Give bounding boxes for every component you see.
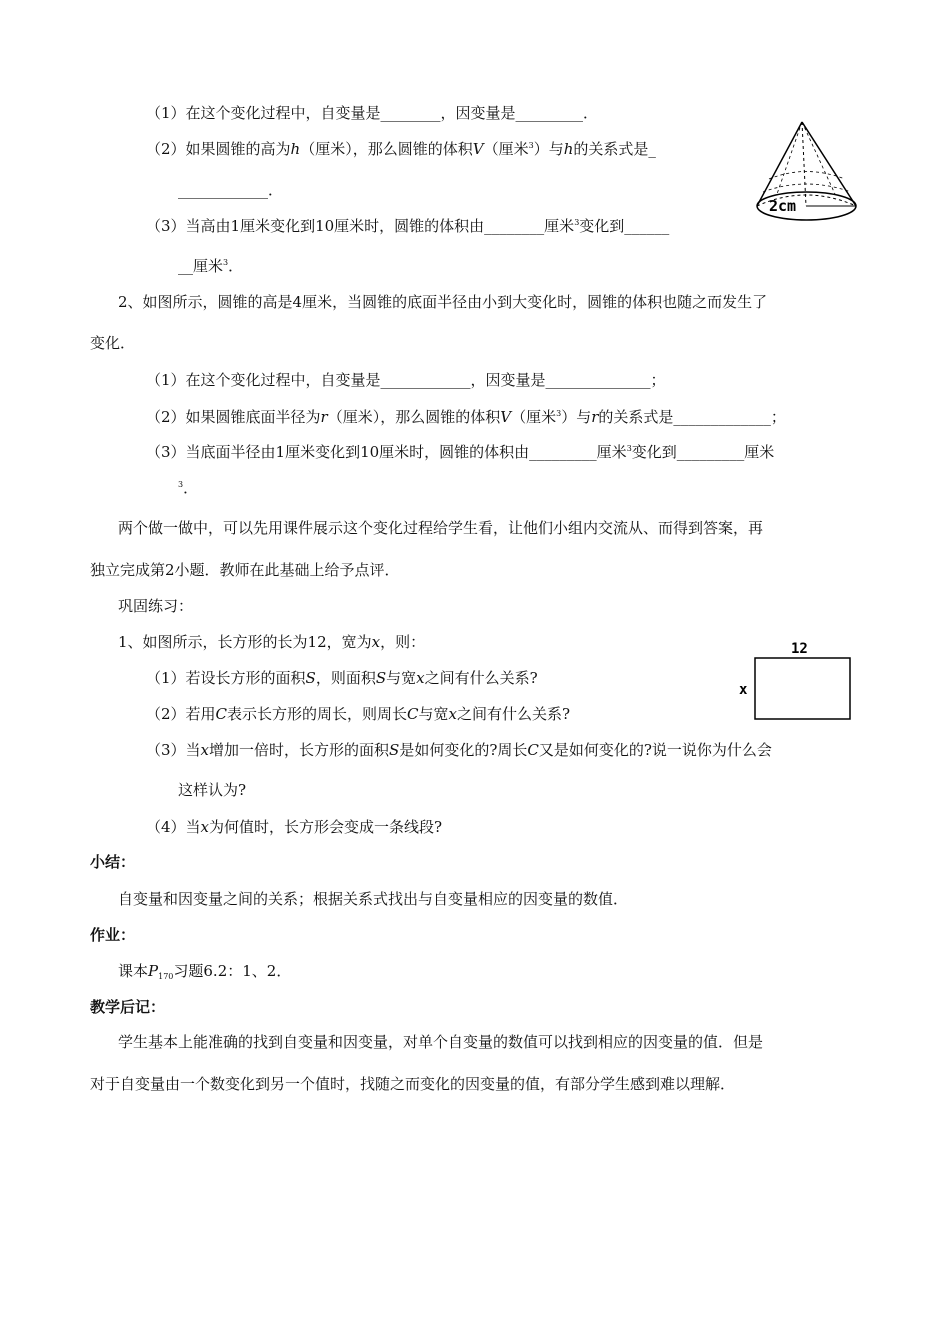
teaching-note-line-1: 两个做一做中，可以先用课件展示这个变化过程给学生看，让他们小组内交流从、而得到答案，再 (118, 519, 764, 537)
q2-intro-line-1: 2、如图所示，圆锥的高是4厘米，当圆锥的底面半径由小到大变化时，圆锥的体积也随之而发生了 (118, 293, 768, 311)
practice-item-3 (146, 740, 772, 760)
var-r: r (591, 408, 599, 426)
cone-radius-label: 2cm (769, 197, 797, 215)
var-S: S (375, 669, 387, 687)
practice-item-1-text-c: 与宽 (386, 669, 417, 687)
var-P: P (148, 962, 159, 980)
q1-item-3-cont-text: __厘米 (178, 257, 224, 275)
practice-intro-text-b: ，则： (380, 633, 426, 651)
practice-title: 巩固练习： (118, 597, 194, 615)
cone-figure (747, 114, 867, 239)
rect-width-label: x (739, 682, 748, 698)
practice-item-3-text-d: 又是如何变化的?说一说你为什么会 (538, 741, 772, 759)
page-number-subscript: 170 (158, 972, 174, 981)
practice-item-4-text-b: 为何值时，长方形会变成一条线段? (209, 818, 443, 836)
homework-text-b: 习题6.2：1、2． (173, 962, 292, 980)
practice-intro-text-a: 1、如图所示，长方形的长为12，宽为 (118, 633, 372, 651)
var-C: C (215, 705, 228, 723)
var-h: h (563, 140, 574, 158)
q1-item-2 (146, 139, 656, 159)
practice-item-1-text-a: （1）若设长方形的面积 (146, 669, 306, 687)
var-r: r (320, 408, 328, 426)
var-V: V (500, 408, 512, 426)
superscript-3: 3 (574, 218, 580, 227)
practice-item-2-text-d: 之间有什么关系? (457, 705, 571, 723)
q2-item-3 (146, 442, 774, 462)
var-S: S (389, 741, 400, 759)
reflection-heading: 教学后记： (90, 998, 166, 1016)
q2-item-2-text-b: （厘米），那么圆锥的体积 (327, 408, 501, 426)
var-x: x (371, 633, 381, 651)
var-x: x (448, 705, 458, 723)
q2-item-1: （1）在这个变化过程中，自变量是____________，因变量是______________； (146, 371, 666, 389)
q2-item-3-text-b: 变化到_________厘米 (631, 443, 775, 461)
q2-item-2-text-a: （2）如果圆锥底面半径为 (146, 408, 321, 426)
rectangle-shape (755, 658, 850, 719)
q2-item-2-text-e: 的关系式是_____________； (598, 408, 786, 426)
practice-item-4 (146, 817, 442, 837)
var-V: V (472, 140, 484, 158)
reflection-line-1: 学生基本上能准确的找到自变量和因变量，对单个自变量的数值可以找到相应的因变量的值．但是 (118, 1033, 764, 1051)
summary-text: 自变量和因变量之间的关系；根据关系式找出与自变量相应的因变量的数值． (118, 890, 629, 908)
rect-length-label: 12 (791, 641, 808, 657)
q2-item-2-text-d: ）与 (561, 408, 592, 426)
homework-heading: 作业： (90, 926, 136, 944)
superscript-3: 3 (556, 409, 562, 418)
practice-item-4-text-a: （4）当 (146, 818, 201, 836)
practice-item-1-text-b: ，则面积 (315, 669, 376, 687)
cone-axis-dashed (802, 122, 806, 206)
q2-item-3-text-a: （3）当底面半径由1厘米变化到10厘米时，圆锥的体积由_________厘米 (146, 443, 627, 461)
homework-text (118, 961, 291, 981)
superscript-3: 3 (626, 444, 632, 453)
q1-item-2-blank: ____________． (178, 181, 284, 199)
teaching-note-line-2: 独立完成第2小题．教师在此基础上给予点评． (90, 561, 400, 579)
var-x: x (200, 741, 210, 759)
practice-item-2-text-c: 与宽 (418, 705, 449, 723)
var-C: C (527, 741, 539, 759)
q2-intro-line-2: 变化． (90, 334, 136, 352)
q1-item-3-text-a: （3）当高由1厘米变化到10厘米时，圆锥的体积由________厘米 (146, 217, 575, 235)
var-S: S (305, 669, 316, 687)
q1-item-3-text-b: 变化到______ (579, 217, 670, 235)
q2-item-3-cont (178, 478, 198, 498)
superscript-3: 3 (178, 480, 184, 489)
superscript-3: 3 (223, 258, 229, 267)
q1-item-3-cont (178, 256, 243, 276)
rectangle-figure (735, 636, 865, 726)
practice-item-2-text-b: 表示长方形的周长，则周长 (227, 705, 408, 723)
practice-item-2-text-a: （2）若用 (146, 705, 216, 723)
var-x: x (416, 669, 425, 687)
q1-item-2-text-d: ）与 (533, 140, 564, 158)
cone-left-edge (757, 122, 802, 206)
practice-item-3-text-c: 是如何变化的?周长 (399, 741, 528, 759)
var-x: x (200, 818, 210, 836)
practice-item-1-text-d: 之间有什么关系? (424, 669, 538, 687)
q1-item-2-text-a: （2）如果圆锥的高为 (146, 140, 291, 158)
q2-item-2-text-c: （厘米 (511, 408, 557, 426)
practice-item-3-text-b: 增加一倍时，长方形的面积 (209, 741, 390, 759)
homework-text-a: 课本 (118, 962, 149, 980)
reflection-line-2: 对于自变量由一个数变化到另一个值时，找随之而变化的因变量的值，有部分学生感到难以理解． (90, 1075, 736, 1093)
q2-item-2 (146, 407, 786, 427)
superscript-3: 3 (528, 141, 534, 150)
q2-item-3-cont-end: ． (183, 479, 199, 497)
practice-item-2 (146, 704, 570, 724)
q1-item-1: （1）在这个变化过程中，自变量是________，因变量是_________． (146, 104, 599, 122)
practice-intro (118, 632, 425, 652)
practice-item-3-cont: 这样认为? (178, 781, 247, 799)
q1-item-2-text-b: （厘米），那么圆锥的体积 (300, 140, 473, 158)
summary-heading: 小结： (90, 853, 136, 871)
var-h: h (290, 140, 301, 158)
practice-item-1 (146, 668, 538, 688)
q1-item-2-text-c: （厘米 (483, 140, 529, 158)
var-C: C (407, 705, 419, 723)
practice-item-3-text-a: （3）当 (146, 741, 201, 759)
q1-item-2-text-e: 的关系式是_ (573, 140, 656, 158)
q1-item-3-cont-end: ． (228, 257, 244, 275)
q1-item-3 (146, 216, 669, 236)
